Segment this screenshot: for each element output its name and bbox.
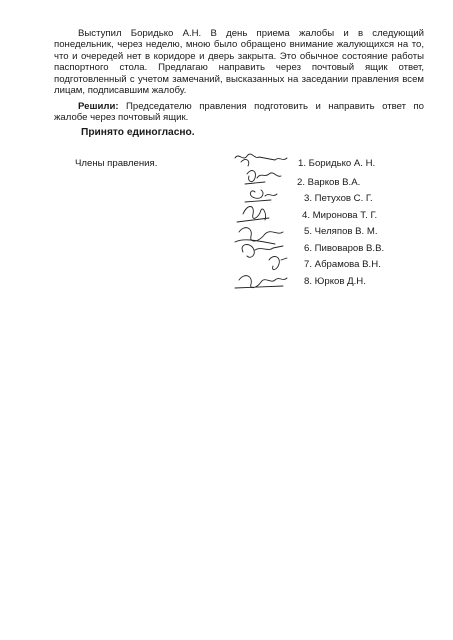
decision-text: Председателю правления подготовить и направить ответ по жалобе через почтовый ящик. [54, 101, 424, 124]
speaker-lead: Выступил Боридько А.Н. [78, 28, 202, 39]
paragraph-decision [54, 101, 424, 124]
member-2: 2. Варков В.А. [297, 177, 361, 188]
member-7: 7. Абрамова В.Н. [304, 259, 381, 270]
member-5: 5. Челяпов В. М. [304, 226, 378, 237]
handwritten-signatures [225, 148, 315, 298]
decision-lead: Решили: [78, 101, 119, 112]
paragraph-speech [54, 28, 424, 96]
member-1: 1. Боридько А. Н. [298, 158, 376, 169]
member-4: 4. Миронова Т. Г. [302, 210, 378, 221]
speech-text: В день приема жалобы и в следующий понедельник, через неделю, мною было обращено внимание жалующихся на то, что и очередей нет в коридоре и дверь закрыта. Это обычное состояние работы паспортного стола. Предлагаю направить через почтовый ящик ответ, подготовленный с учетом замечаний, высказанных на заседании правления всем лицам, подписавшим жалобу. [54, 28, 424, 97]
board-members-label: Члены правления. [75, 158, 158, 169]
member-8: 8. Юрков Д.Н. [304, 276, 366, 287]
member-6: 6. Пивоваров В.В. [304, 243, 385, 254]
member-3: 3. Петухов С. Г. [304, 193, 373, 204]
accepted-unanimously: Принято единогласно. [81, 127, 195, 138]
